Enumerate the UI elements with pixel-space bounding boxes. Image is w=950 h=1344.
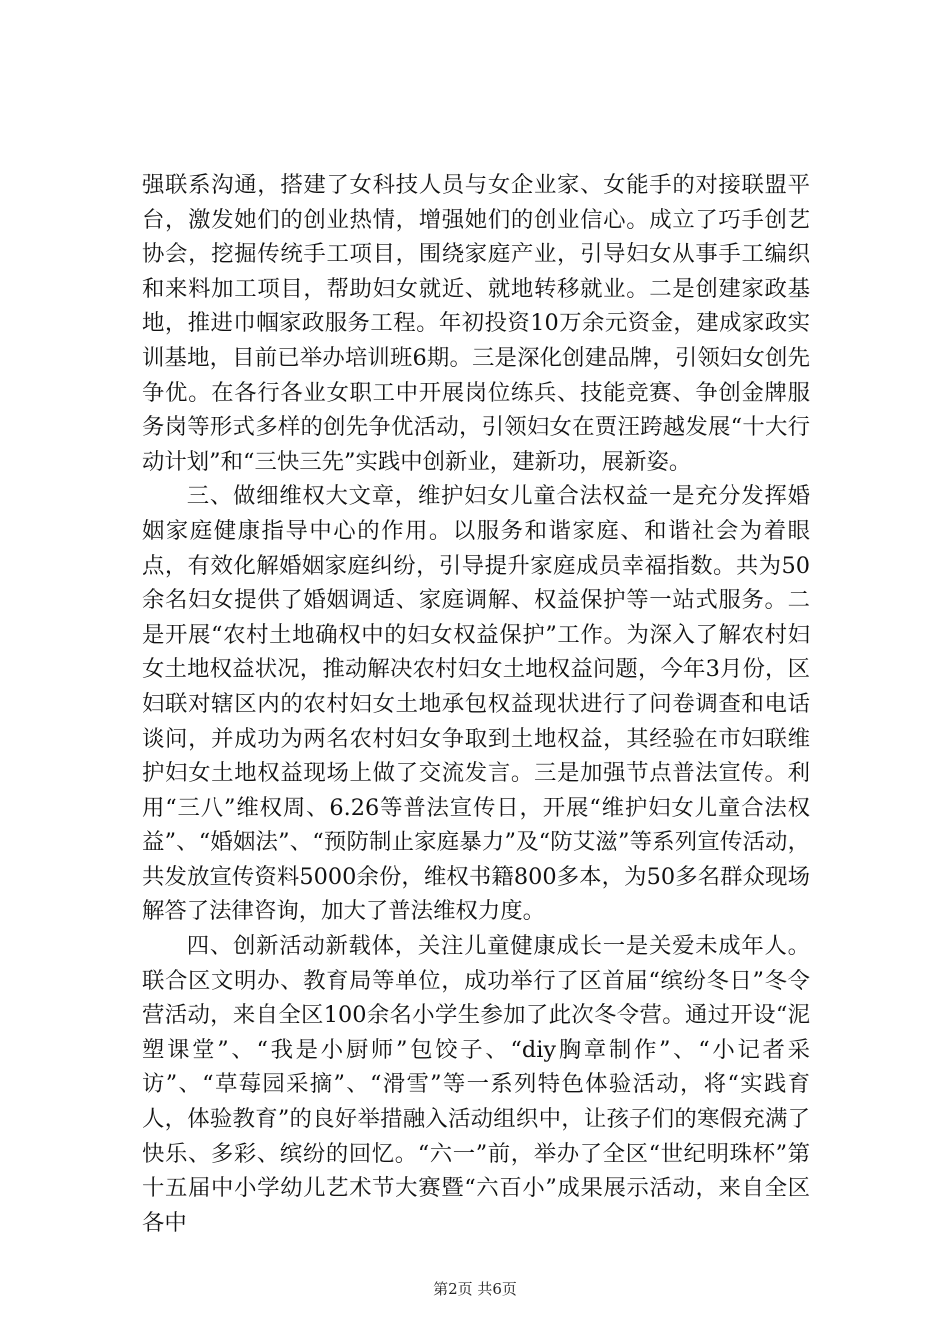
- page-number-footer: 第2页 共6页: [433, 1280, 517, 1298]
- document-body: [142, 168, 810, 1240]
- paragraph-continued: 强联系沟通，搭建了女科技人员与女企业家、女能手的对接联盟平台，激发她们的创业热情，增强她们的创业信心。成立了巧手创艺协会，挖掘传统手工项目，围绕家庭产业，引导妇女从事手工编织和来料加工项目，帮助妇女就近、就地转移就业。二是创建家政基地，推进巾帼家政服务工程。年初投资10万余元资金，建成家政实训基地，目前已举办培训班6期。三是深化创建品牌，引领妇女创先争优。在各行各业女职工中开展岗位练兵、技能竞赛、争创金牌服务岗等形式多样的创先争优活动，引领妇女在贾汪跨越发展“十大行动计划”和“三快三先”实践中创新业，建新功，展新姿。: [142, 172, 810, 475]
- paragraph-section-three: 三、做细维权大文章，维护妇女儿童合法权益一是充分发挥婚姻家庭健康指导中心的作用。以服务和谐家庭、和谐社会为着眼点，有效化解婚姻家庭纠纷，引导提升家庭成员幸福指数。共为50余名妇女提供了婚姻调适、家庭调解、权益保护等一站式服务。二是开展“农村土地确权中的妇女权益保护”工作。为深入了解农村妇女土地权益状况，推动解决农村妇女土地权益问题，今年3月份，区妇联对辖区内的农村妇女土地承包权益现状进行了问卷调查和电话谈问，并成功为两名农村妇女争取到土地权益，其经验在市妇联维护妇女土地权益现场上做了交流发言。三是加强节点普法宣传。利用“三八”维权周、6.26等普法宣传日，开展“维护妇女儿童合法权益”、“婚姻法”、“预防制止家庭暴力”及“防艾滋”等系列宣传活动，共发放宣传资料5000余份，维权书籍800多本，为50多名群众现场解答了法律咨询，加大了普法维权力度。: [142, 483, 810, 925]
- paragraph-section-four: 四、创新活动新载体，关注儿童健康成长一是关爱未成年人。联合区文明办、教育局等单位，成功举行了区首届“缤纷冬日”冬令营活动，来自全区100余名小学生参加了此次冬令营。通过开设“泥塑课堂”、“我是小厨师”包饺子、“diy胸章制作”、“小记者采访”、“草莓园采摘”、“滑雪”等一系列特色体验活动，将“实践育人，体验教育”的良好举措融入活动组织中，让孩子们的寒假充满了快乐、多彩、缤纷的回忆。“六一”前，举办了全区“世纪明珠杯”第十五届中小学幼儿艺术节大赛暨“六百小”成果展示活动，来自全区各中: [142, 933, 810, 1236]
